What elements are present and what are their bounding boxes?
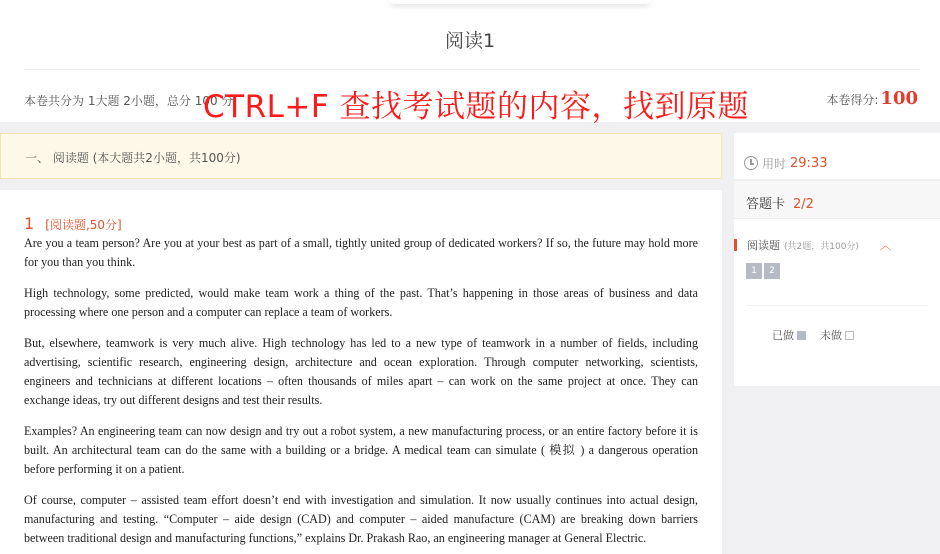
- score-area: [826, 88, 918, 109]
- group-label: 阅读题: [747, 239, 780, 252]
- legend-done-label: 已做: [772, 329, 794, 342]
- answer-sidebar: [734, 133, 940, 386]
- timer-value: 29:33: [790, 155, 828, 171]
- exam-summary: 本卷共分为 1大题 2小题，总分 100 分: [24, 94, 234, 108]
- question-passage: [24, 234, 698, 554]
- question-group-toggle[interactable]: [734, 237, 940, 253]
- undone-swatch-icon: [845, 331, 854, 340]
- score-value: 100: [880, 88, 918, 109]
- section-header: 一、 阅读题 (本大题共2小题，共100分): [0, 133, 722, 179]
- page-title: 阅读1: [444, 30, 496, 52]
- answer-card-header: [734, 181, 940, 219]
- answer-legend: [772, 327, 868, 343]
- group-sub-label: (共2题，共100分): [784, 242, 859, 252]
- card-divider: [746, 305, 928, 306]
- passage-paragraph: Are you a team person? Are you at your best as part of a small, tightly united group of dedicated workers? If so, the future may hold more for you than you think.: [24, 236, 698, 269]
- legend-undone-label: 未做: [820, 329, 842, 342]
- group-indicator-bar: [734, 239, 737, 251]
- done-swatch-icon: [797, 331, 806, 340]
- chevron-up-icon[interactable]: ︿: [880, 239, 891, 252]
- question-button-list: [746, 263, 780, 279]
- question-button-2[interactable]: 2: [764, 263, 780, 279]
- question-number: 1: [24, 214, 35, 233]
- passage-paragraph: Examples? An engineering team can now design and try out a robot system, a new manufacturing process, or an entire factory before it is built. An architectural team can do the same with a building or a bridge. A medical team can simulate ( 模拟 ) a dangerous operation before performing it on a patient.: [24, 424, 698, 476]
- header-divider: [24, 69, 920, 70]
- answer-card-title: 答题卡: [746, 197, 786, 212]
- timer: [734, 133, 940, 179]
- answer-card-count: 2/2: [793, 197, 814, 212]
- clock-icon: [744, 156, 758, 170]
- passage-paragraph: High technology, some predicted, would make team work a thing of the past. That’s happening in those areas of business and data processing where one person and a computer can replace a team of workers.: [24, 286, 698, 319]
- passage-paragraph: Of course, computer – assisted team effort doesn’t end with investigation and simulation. It now usually continues into actual design, manufacturing and testing. “Computer – aide design (CAD) and computer – aided manufacture (CAM) are breaking down barriers between traditional design and manufacturing functions,” explains Dr. Prakash Rao, an engineering manager at General Electric.: [24, 493, 698, 545]
- answer-card: [734, 181, 940, 386]
- timer-label: 用时: [762, 156, 787, 171]
- score-label: 本卷得分:: [826, 93, 879, 107]
- question-panel: [0, 190, 722, 554]
- top-shadow-decoration: [390, 0, 650, 4]
- passage-paragraph: But, elsewhere, teamwork is very much alive. High technology has led to a new type of teamwork in a number of fields, including advertising, scientific research, engineering design, architecture and ocean exploration. Through computer networking, scientists, engineers and technicians at different locations – often thousands of miles apart – can work on the same project at once. They can exchange ideas, try out different designs and test their results.: [24, 336, 698, 407]
- overlay-instruction-text: CTRL+F 查找考试题的内容，找到原题: [203, 89, 750, 125]
- question-type: [阅读题,50分]: [45, 218, 122, 232]
- question-header: [24, 214, 122, 233]
- question-button-1[interactable]: 1: [746, 263, 762, 279]
